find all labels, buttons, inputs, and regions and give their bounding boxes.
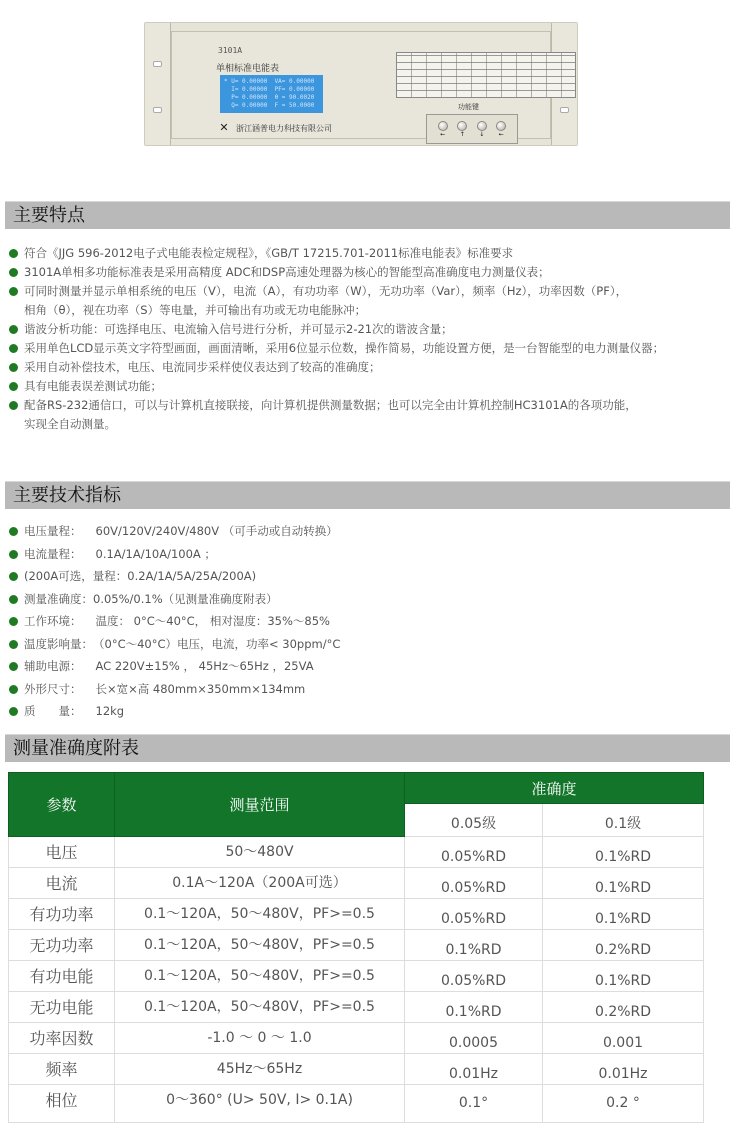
feature-item <box>7 282 664 320</box>
cell-grade2: 0.2%RD <box>543 930 704 961</box>
device-name: 单相标准电能表 <box>216 64 280 74</box>
spec-value: 0.1A/1A/10A/100A ； <box>95 546 216 561</box>
key-down <box>477 121 487 138</box>
bullet-icon <box>9 344 18 353</box>
feature-text: 采用单色LCD显示英文字符型画面，画面清晰，采用6位显示位数，操作简易，功能设置方便，是一台智能型的电力测量仪器； <box>24 341 665 355</box>
mount-hole <box>560 107 569 113</box>
arrow-enter-icon: ← <box>498 130 504 138</box>
specs-heading: 主要技术指标 <box>5 481 730 509</box>
cell-grade2: 0.001 <box>543 1023 704 1054</box>
spec-key: 外形尺寸： <box>24 681 82 696</box>
feature-item <box>7 244 664 263</box>
spec-key: 质 量： <box>24 704 82 718</box>
table-row <box>9 868 704 899</box>
spec-key: 辅助电源： <box>24 659 82 673</box>
feature-text: 采用自动补偿技术，电压、电流同步采样使仪表达到了较高的准确度； <box>24 360 381 374</box>
cell-grade2: 0.01Hz <box>543 1054 704 1085</box>
feature-text: 可同时测量并显示单相系统的电压（V），电流（A），有功功率（W），无功功率（Var），频率（Hz），功率因数（PF）， <box>24 284 628 298</box>
bullet-icon <box>9 401 18 410</box>
col-header-param: 参数 <box>9 773 115 837</box>
feature-text-continued: 实现全自动测量。 <box>24 417 116 431</box>
instrument-chassis <box>144 22 578 146</box>
cell-grade2: 0.2%RD <box>543 992 704 1023</box>
feature-item <box>7 339 664 358</box>
features-list <box>7 244 664 434</box>
cell-grade1: 0.1%RD <box>405 930 543 961</box>
feature-text: 符合《JJG 596-2012电子式电能表检定规程》，《GB/T 17215.701-2011标准电能表》标准要求 <box>24 246 514 260</box>
cell-range: 50～480V <box>115 837 405 868</box>
keypad <box>426 114 518 144</box>
company-logo-icon: ✕ <box>219 121 229 134</box>
col-header-range: 测量范围 <box>115 773 405 837</box>
bullet-icon <box>9 595 18 604</box>
spec-value: AC 220V±15% ， 45Hz～65Hz ，25VA <box>95 659 314 673</box>
cell-param: 频率 <box>9 1054 115 1085</box>
cell-grade2: 0.1%RD <box>543 837 704 868</box>
cell-range: 0.1～120A，50～480V，PF>=0.5 <box>115 992 405 1023</box>
table-row <box>9 992 704 1023</box>
cell-range: 45Hz～65Hz <box>115 1054 405 1085</box>
bullet-icon <box>9 287 18 296</box>
feature-item <box>7 396 664 434</box>
bullet-icon <box>9 527 18 536</box>
col-header-grade-005: 0.05级 <box>405 804 543 837</box>
table-row <box>9 930 704 961</box>
cell-range: 0.1～120A，50～480V，PF>=0.5 <box>115 899 405 930</box>
table-row <box>9 837 704 868</box>
cell-param: 电压 <box>9 837 115 868</box>
lcd-line: P= 0.00000 θ = 90.0020 <box>224 94 315 101</box>
cell-grade2: 0.1%RD <box>543 961 704 992</box>
feature-text: 3101A单相多功能标准表是采用高精度 ADC和DSP高速处理器为核心的智能型高准确度电力测量仪表； <box>24 265 550 279</box>
key-up <box>457 121 467 138</box>
cell-param: 有功功率 <box>9 899 115 930</box>
spec-item <box>7 655 340 678</box>
cell-grade1: 0.05%RD <box>405 899 543 930</box>
bullet-icon <box>9 685 18 694</box>
accuracy-table <box>8 772 704 1123</box>
col-header-accuracy: 准确度 <box>405 773 704 804</box>
cell-grade1: 0.05%RD <box>405 837 543 868</box>
specs-list <box>7 520 340 723</box>
bullet-icon <box>9 382 18 391</box>
lcd-display <box>220 75 323 113</box>
cell-param: 功率因数 <box>9 1023 115 1054</box>
spec-key: 电流量程： <box>24 546 82 561</box>
bullet-icon <box>9 640 18 649</box>
feature-item <box>7 263 664 282</box>
spec-item <box>7 543 340 566</box>
bullet-icon <box>9 268 18 277</box>
product-photo <box>144 22 578 146</box>
cell-range: -1.0 ～ 0 ～ 1.0 <box>115 1023 405 1054</box>
function-keys-label: 功能键 <box>458 103 479 111</box>
lcd-line: * U= 0.00000 VA= 0.00000 <box>224 78 315 85</box>
cell-grade2: 0.1%RD <box>543 868 704 899</box>
feature-text-continued: 相角（θ），视在功率（S）等电量，并可输出有功或无功电能脉冲； <box>24 303 367 317</box>
model-label: 3101A <box>218 46 243 55</box>
spec-item <box>7 520 340 543</box>
cell-grade2: 0.2 ° <box>543 1085 704 1123</box>
mount-hole <box>153 61 162 67</box>
front-panel <box>171 31 551 139</box>
spec-key: 电压量程： <box>24 524 82 538</box>
cell-param: 电流 <box>9 868 115 899</box>
accuracy-table-heading: 测量准确度附表 <box>5 734 730 762</box>
cell-param: 无功功率 <box>9 930 115 961</box>
features-heading: 主要特点 <box>5 201 730 229</box>
spec-value: 60V/120V/240V/480V （可手动或自动转换） <box>95 524 338 538</box>
feature-text: 具有电能表误差测试功能； <box>24 379 162 393</box>
bullet-icon <box>9 325 18 334</box>
cell-grade1: 0.1° <box>405 1085 543 1123</box>
key-left <box>438 121 448 138</box>
spec-value: （0°C～40°C）电压，电流，功率< 30ppm/°C <box>93 636 341 651</box>
table-row <box>9 1085 704 1123</box>
col-header-grade-01: 0.1级 <box>543 804 704 837</box>
bullet-icon <box>9 572 18 581</box>
lcd-line: I= 0.00000 PF= 0.00000 <box>224 86 315 93</box>
arrow-up-icon: ↑ <box>459 130 465 138</box>
spec-item <box>7 565 340 588</box>
cell-grade1: 0.05%RD <box>405 961 543 992</box>
rack-ear-left <box>145 23 171 145</box>
bullet-icon <box>9 249 18 258</box>
lcd-line: Q= 0.00000 F = 50.0000 <box>224 102 315 109</box>
spec-value: 12kg <box>95 704 125 718</box>
cell-grade2: 0.1%RD <box>543 899 704 930</box>
spec-item <box>7 700 340 723</box>
arrow-down-icon: ↓ <box>479 130 485 138</box>
mount-hole <box>153 107 162 113</box>
cell-range: 0.1～120A，50～480V，PF>=0.5 <box>115 930 405 961</box>
spec-key: 测量准确度： <box>24 591 93 606</box>
feature-text: 谐波分析功能：可选择电压、电流输入信号进行分析，并可显示2-21次的谐波含量； <box>24 322 453 336</box>
feature-item <box>7 320 664 339</box>
feature-item <box>7 377 664 396</box>
arrow-left-icon: ← <box>440 130 446 138</box>
knob-icon <box>438 121 448 131</box>
table-row <box>9 899 704 930</box>
cell-grade1: 0.1%RD <box>405 992 543 1023</box>
key-enter <box>496 121 506 138</box>
feature-text: 配备RS-232通信口，可以与计算机直接联接，向计算机提供测量数据；也可以完全由计算机控制HC3101A的各项功能， <box>24 398 637 412</box>
bullet-icon <box>9 707 18 716</box>
cell-param: 有功电能 <box>9 961 115 992</box>
cell-grade1: 0.0005 <box>405 1023 543 1054</box>
cell-range: 0.1A～120A（200A可选） <box>115 868 405 899</box>
table-row <box>9 1023 704 1054</box>
knob-icon <box>496 121 506 131</box>
cell-param: 无功电能 <box>9 992 115 1023</box>
company-name: 浙江涵普电力科技有限公司 <box>236 123 332 133</box>
spec-item <box>7 678 340 701</box>
cell-grade1: 0.05%RD <box>405 868 543 899</box>
spec-value: (200A可选，量程：0.2A/1A/5A/25A/200A) <box>24 569 257 583</box>
table-row <box>9 961 704 992</box>
brand <box>216 120 332 136</box>
bullet-icon <box>9 617 18 626</box>
knob-icon <box>457 121 467 131</box>
bullet-icon <box>9 662 18 671</box>
bullet-icon <box>9 550 18 559</box>
cell-range: 0.1～120A，50～480V，PF>=0.5 <box>115 961 405 992</box>
spec-item <box>7 588 340 611</box>
spec-value: 长×宽×高 480mm×350mm×134mm <box>95 681 306 696</box>
knob-icon <box>477 121 487 131</box>
panel-spec-table <box>396 52 576 98</box>
cell-range: 0～360° (U> 50V, I> 0.1A) <box>115 1085 405 1123</box>
spec-item <box>7 633 340 656</box>
spec-key: 温度影响量： <box>24 636 93 651</box>
bullet-icon <box>9 363 18 372</box>
feature-item <box>7 358 664 377</box>
table-row <box>9 1054 704 1085</box>
spec-key: 工作环境： <box>24 614 82 628</box>
spec-value: 0.05%/0.1%（见测量准确度附表） <box>93 591 278 606</box>
cell-grade1: 0.01Hz <box>405 1054 543 1085</box>
spec-item <box>7 610 340 633</box>
cell-param: 相位 <box>9 1085 115 1123</box>
spec-value: 温度： 0°C～40°C， 相对湿度：35%～85% <box>95 614 330 628</box>
